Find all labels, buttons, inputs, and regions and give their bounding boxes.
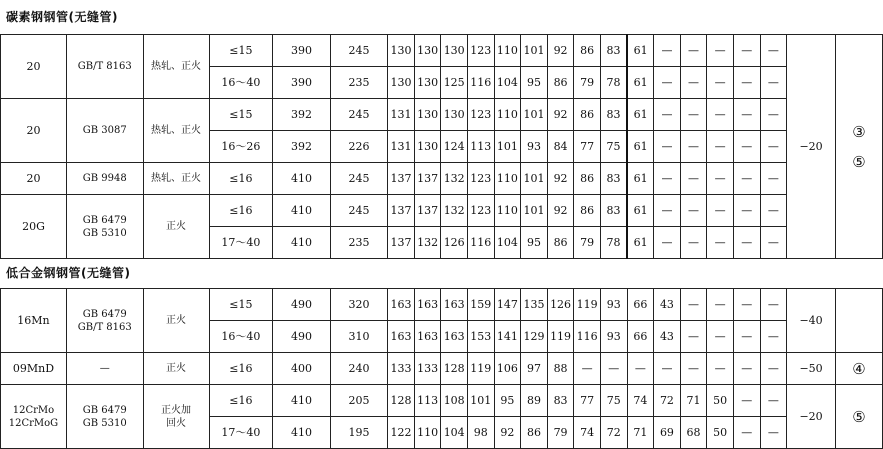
- tensile-strength-cell: 392: [273, 131, 330, 163]
- stress-cell: —: [733, 321, 760, 353]
- stress-cell: 163: [414, 289, 441, 321]
- stress-cell: —: [733, 385, 760, 417]
- stress-cell: —: [733, 131, 760, 163]
- stress-cell: —: [680, 163, 707, 195]
- yield-strength-cell: 245: [330, 195, 387, 227]
- tensile-strength-cell: 392: [273, 99, 330, 131]
- stress-cell: 88: [547, 353, 574, 385]
- stress-cell: —: [733, 289, 760, 321]
- table-row: [1, 385, 883, 417]
- standard-line: GB 5310: [82, 417, 127, 429]
- yield-strength-cell: 310: [330, 321, 387, 353]
- stress-cell: —: [760, 321, 787, 353]
- stress-cell: 122: [388, 417, 415, 449]
- stress-cell: 66: [627, 289, 654, 321]
- stress-cell: —: [733, 35, 760, 67]
- notes-cell: [836, 35, 883, 259]
- tensile-strength-cell: 490: [273, 321, 330, 353]
- tensile-strength-cell: 400: [273, 353, 330, 385]
- stress-cell: —: [680, 353, 707, 385]
- stress-cell: 119: [574, 289, 601, 321]
- heat-treatment-line: 正火加: [161, 404, 192, 416]
- stress-cell: 74: [574, 417, 601, 449]
- material-line: 12CrMoG: [8, 417, 59, 429]
- stress-cell: 101: [494, 131, 521, 163]
- stress-cell: 104: [441, 417, 468, 449]
- stress-cell: 132: [414, 227, 441, 259]
- stress-cell: —: [707, 321, 734, 353]
- thickness-cell: ≤15: [209, 289, 273, 321]
- section-title-carbon-steel: 碳素钢钢管(无缝管): [6, 10, 118, 24]
- thickness-cell: ≤16: [209, 385, 273, 417]
- notes-cell: [836, 289, 883, 353]
- stress-cell: 132: [441, 163, 468, 195]
- stress-cell: —: [574, 353, 601, 385]
- stress-cell: 71: [627, 417, 654, 449]
- material-cell: 20: [1, 163, 67, 195]
- notes-cell: ⑤: [836, 385, 883, 449]
- stress-cell: 86: [547, 227, 574, 259]
- yield-strength-cell: 226: [330, 131, 387, 163]
- stress-cell: 61: [627, 99, 654, 131]
- thickness-cell: ≤16: [209, 163, 273, 195]
- stress-cell: 101: [521, 35, 548, 67]
- stress-cell: 137: [414, 195, 441, 227]
- stress-cell: 83: [600, 35, 627, 67]
- stress-cell: —: [707, 289, 734, 321]
- stress-cell: 95: [494, 385, 521, 417]
- stress-cell: 93: [521, 131, 548, 163]
- stress-cell: 78: [600, 67, 627, 99]
- stress-cell: 123: [467, 99, 494, 131]
- stress-cell: 163: [414, 321, 441, 353]
- note-ref: ⑤: [852, 152, 866, 171]
- yield-strength-cell: 245: [330, 163, 387, 195]
- stress-cell: 116: [574, 321, 601, 353]
- heat-treatment-cell: 正火: [143, 195, 209, 259]
- stress-cell: 130: [414, 99, 441, 131]
- yield-strength-cell: 245: [330, 99, 387, 131]
- stress-cell: 163: [441, 289, 468, 321]
- stress-cell: 83: [600, 195, 627, 227]
- stress-cell: 126: [441, 227, 468, 259]
- stress-cell: —: [760, 417, 787, 449]
- stress-cell: —: [654, 99, 681, 131]
- stress-cell: —: [654, 35, 681, 67]
- stress-cell: 123: [467, 35, 494, 67]
- stress-cell: 141: [494, 321, 521, 353]
- stress-cell: 61: [627, 67, 654, 99]
- stress-cell: —: [733, 227, 760, 259]
- stress-cell: 119: [467, 353, 494, 385]
- stress-cell: 101: [467, 385, 494, 417]
- thickness-cell: 16～40: [209, 321, 273, 353]
- stress-cell: 116: [467, 227, 494, 259]
- stress-cell: 130: [414, 67, 441, 99]
- stress-cell: 125: [441, 67, 468, 99]
- stress-cell: 66: [627, 321, 654, 353]
- table-row: [1, 99, 883, 131]
- stress-cell: —: [654, 163, 681, 195]
- stress-cell: 132: [441, 195, 468, 227]
- tensile-strength-cell: 410: [273, 385, 330, 417]
- standard-cell: [66, 195, 143, 259]
- min-temperature-cell: −50: [787, 353, 836, 385]
- stress-cell: —: [733, 417, 760, 449]
- stress-cell: 61: [627, 131, 654, 163]
- stress-cell: 68: [680, 417, 707, 449]
- stress-cell: 104: [494, 227, 521, 259]
- stress-cell: 79: [547, 417, 574, 449]
- material-cell: 20G: [1, 195, 67, 259]
- stress-cell: 131: [388, 131, 415, 163]
- stress-cell: 69: [654, 417, 681, 449]
- stress-cell: 93: [600, 289, 627, 321]
- material-line: 12CrMo: [12, 404, 55, 416]
- stress-cell: 89: [521, 385, 548, 417]
- stress-cell: 43: [654, 321, 681, 353]
- stress-cell: —: [654, 67, 681, 99]
- stress-cell: 61: [627, 227, 654, 259]
- stress-cell: 79: [574, 227, 601, 259]
- stress-cell: —: [707, 163, 734, 195]
- stress-cell: —: [600, 353, 627, 385]
- stress-cell: 137: [388, 195, 415, 227]
- stress-cell: —: [707, 131, 734, 163]
- stress-cell: 86: [547, 67, 574, 99]
- standard-line: GB 6479: [82, 404, 127, 416]
- stress-cell: 86: [574, 163, 601, 195]
- yield-strength-cell: 235: [330, 227, 387, 259]
- stress-cell: 110: [494, 99, 521, 131]
- stress-cell: 163: [388, 321, 415, 353]
- heat-treatment-cell: 热轧、正火: [143, 35, 209, 99]
- standard-line: GB 6479: [82, 214, 127, 226]
- stress-cell: 130: [414, 131, 441, 163]
- min-temperature-cell: −20: [787, 385, 836, 449]
- stress-cell: 84: [547, 131, 574, 163]
- stress-cell: —: [733, 99, 760, 131]
- stress-cell: 86: [574, 195, 601, 227]
- stress-cell: 137: [388, 227, 415, 259]
- min-temperature-cell: −20: [787, 35, 836, 259]
- stress-cell: 163: [388, 289, 415, 321]
- stress-cell: —: [733, 195, 760, 227]
- standard-cell: [66, 289, 143, 353]
- thickness-cell: ≤15: [209, 99, 273, 131]
- stress-cell: —: [680, 289, 707, 321]
- heat-treatment-cell: 正火: [143, 353, 209, 385]
- stress-cell: —: [680, 131, 707, 163]
- stress-cell: 77: [574, 131, 601, 163]
- material-cell: 09MnD: [1, 353, 67, 385]
- stress-cell: 110: [494, 35, 521, 67]
- stress-cell: 101: [521, 195, 548, 227]
- stress-cell: —: [760, 99, 787, 131]
- stress-cell: 123: [467, 163, 494, 195]
- standard-line: GB 5310: [82, 227, 127, 239]
- stress-cell: —: [707, 99, 734, 131]
- stress-cell: 159: [467, 289, 494, 321]
- stress-cell: —: [760, 289, 787, 321]
- stress-cell: —: [760, 67, 787, 99]
- stress-cell: 92: [547, 99, 574, 131]
- note-ref: ③: [852, 122, 866, 141]
- stress-cell: 128: [441, 353, 468, 385]
- table-row: [1, 163, 883, 195]
- stress-cell: —: [760, 35, 787, 67]
- stress-cell: —: [733, 353, 760, 385]
- stress-cell: 95: [521, 227, 548, 259]
- stress-cell: 110: [494, 195, 521, 227]
- stress-cell: 126: [547, 289, 574, 321]
- stress-cell: —: [760, 131, 787, 163]
- stress-cell: —: [707, 353, 734, 385]
- stress-cell: 113: [467, 131, 494, 163]
- stress-cell: 50: [707, 385, 734, 417]
- standard-cell: [66, 385, 143, 449]
- stress-cell: 78: [600, 227, 627, 259]
- stress-cell: 72: [654, 385, 681, 417]
- stress-cell: 116: [467, 67, 494, 99]
- stress-cell: —: [760, 385, 787, 417]
- yield-strength-cell: 195: [330, 417, 387, 449]
- heat-treatment-line: 回火: [166, 417, 187, 429]
- stress-cell: —: [680, 99, 707, 131]
- stress-cell: 61: [627, 35, 654, 67]
- stress-cell: 128: [388, 385, 415, 417]
- stress-cell: 101: [521, 163, 548, 195]
- heat-treatment-cell: [143, 385, 209, 449]
- stress-cell: —: [654, 131, 681, 163]
- stress-cell: —: [733, 163, 760, 195]
- material-cell: 20: [1, 99, 67, 163]
- stress-cell: 50: [707, 417, 734, 449]
- stress-cell: 93: [600, 321, 627, 353]
- stress-cell: —: [680, 67, 707, 99]
- stress-cell: —: [707, 35, 734, 67]
- stress-cell: 130: [388, 67, 415, 99]
- stress-cell: 61: [627, 163, 654, 195]
- standard-cell: GB/T 8163: [66, 35, 143, 99]
- stress-cell: 72: [600, 417, 627, 449]
- yield-strength-cell: 240: [330, 353, 387, 385]
- stress-cell: —: [654, 195, 681, 227]
- stress-cell: 104: [494, 67, 521, 99]
- material-cell: 16Mn: [1, 289, 67, 353]
- tensile-strength-cell: 410: [273, 227, 330, 259]
- stress-cell: 123: [467, 195, 494, 227]
- stress-cell: 92: [547, 195, 574, 227]
- stress-cell: —: [654, 227, 681, 259]
- standard-cell: GB 9948: [66, 163, 143, 195]
- stress-cell: 147: [494, 289, 521, 321]
- tensile-strength-cell: 490: [273, 289, 330, 321]
- tensile-strength-cell: 410: [273, 195, 330, 227]
- stress-cell: 101: [521, 99, 548, 131]
- stress-cell: —: [680, 35, 707, 67]
- yield-strength-cell: 245: [330, 35, 387, 67]
- tensile-strength-cell: 390: [273, 35, 330, 67]
- stress-cell: —: [707, 195, 734, 227]
- stress-cell: 129: [521, 321, 548, 353]
- stress-cell: —: [680, 227, 707, 259]
- stress-cell: 92: [547, 35, 574, 67]
- thickness-cell: ≤16: [209, 353, 273, 385]
- stress-cell: 110: [494, 163, 521, 195]
- stress-cell: 130: [441, 35, 468, 67]
- stress-cell: 83: [600, 99, 627, 131]
- thickness-cell: 16～26: [209, 131, 273, 163]
- stress-cell: 97: [521, 353, 548, 385]
- stress-cell: 75: [600, 131, 627, 163]
- stress-cell: 113: [414, 385, 441, 417]
- stress-cell: —: [733, 67, 760, 99]
- stress-cell: —: [760, 227, 787, 259]
- stress-cell: 86: [574, 35, 601, 67]
- stress-cell: 137: [388, 163, 415, 195]
- notes-cell: ④: [836, 353, 883, 385]
- stress-cell: 137: [414, 163, 441, 195]
- stress-cell: 133: [414, 353, 441, 385]
- stress-cell: 83: [547, 385, 574, 417]
- stress-cell: 135: [521, 289, 548, 321]
- table-row: [1, 195, 883, 227]
- stress-cell: 86: [574, 99, 601, 131]
- stress-cell: —: [680, 321, 707, 353]
- section-title-low-alloy-steel: 低合金钢钢管(无缝管): [6, 266, 131, 280]
- stress-cell: 92: [547, 163, 574, 195]
- stress-cell: —: [654, 353, 681, 385]
- heat-treatment-cell: 热轧、正火: [143, 99, 209, 163]
- stress-cell: 83: [600, 163, 627, 195]
- thickness-cell: 17～40: [209, 417, 273, 449]
- stress-cell: 77: [574, 385, 601, 417]
- stress-cell: 74: [627, 385, 654, 417]
- yield-strength-cell: 205: [330, 385, 387, 417]
- stress-cell: —: [707, 227, 734, 259]
- standard-line: GB 6479: [82, 308, 127, 320]
- stress-cell: —: [680, 195, 707, 227]
- thickness-cell: ≤16: [209, 195, 273, 227]
- standard-cell: GB 3087: [66, 99, 143, 163]
- stress-cell: 95: [521, 67, 548, 99]
- tensile-strength-cell: 410: [273, 163, 330, 195]
- thickness-cell: 16～40: [209, 67, 273, 99]
- stress-cell: 124: [441, 131, 468, 163]
- stress-cell: 119: [547, 321, 574, 353]
- stress-cell: 131: [388, 99, 415, 131]
- stress-cell: 153: [467, 321, 494, 353]
- heat-treatment-cell: 热轧、正火: [143, 163, 209, 195]
- low-alloy-steel-table: [0, 288, 883, 449]
- stress-cell: 133: [388, 353, 415, 385]
- stress-cell: 71: [680, 385, 707, 417]
- standard-line: GB/T 8163: [77, 321, 132, 333]
- stress-cell: —: [760, 195, 787, 227]
- stress-cell: 92: [494, 417, 521, 449]
- table-row: [1, 289, 883, 321]
- heat-treatment-cell: 正火: [143, 289, 209, 353]
- stress-cell: 43: [654, 289, 681, 321]
- min-temperature-cell: −40: [787, 289, 836, 353]
- tensile-strength-cell: 410: [273, 417, 330, 449]
- thickness-cell: ≤15: [209, 35, 273, 67]
- stress-cell: —: [627, 353, 654, 385]
- material-cell: [1, 385, 67, 449]
- stress-cell: 79: [574, 67, 601, 99]
- stress-cell: —: [760, 353, 787, 385]
- standard-cell: —: [66, 353, 143, 385]
- stress-cell: 130: [388, 35, 415, 67]
- thickness-cell: 17～40: [209, 227, 273, 259]
- stress-cell: 75: [600, 385, 627, 417]
- stress-cell: —: [707, 67, 734, 99]
- table-row: [1, 35, 883, 67]
- stress-cell: 61: [627, 195, 654, 227]
- table-row: [1, 353, 883, 385]
- material-cell: 20: [1, 35, 67, 99]
- stress-cell: 130: [414, 35, 441, 67]
- stress-cell: 110: [414, 417, 441, 449]
- carbon-steel-table: [0, 34, 883, 259]
- stress-cell: 86: [521, 417, 548, 449]
- tensile-strength-cell: 390: [273, 67, 330, 99]
- stress-cell: —: [760, 163, 787, 195]
- stress-cell: 106: [494, 353, 521, 385]
- stress-cell: 130: [441, 99, 468, 131]
- stress-cell: 98: [467, 417, 494, 449]
- stress-cell: 163: [441, 321, 468, 353]
- yield-strength-cell: 320: [330, 289, 387, 321]
- stress-cell: 108: [441, 385, 468, 417]
- yield-strength-cell: 235: [330, 67, 387, 99]
